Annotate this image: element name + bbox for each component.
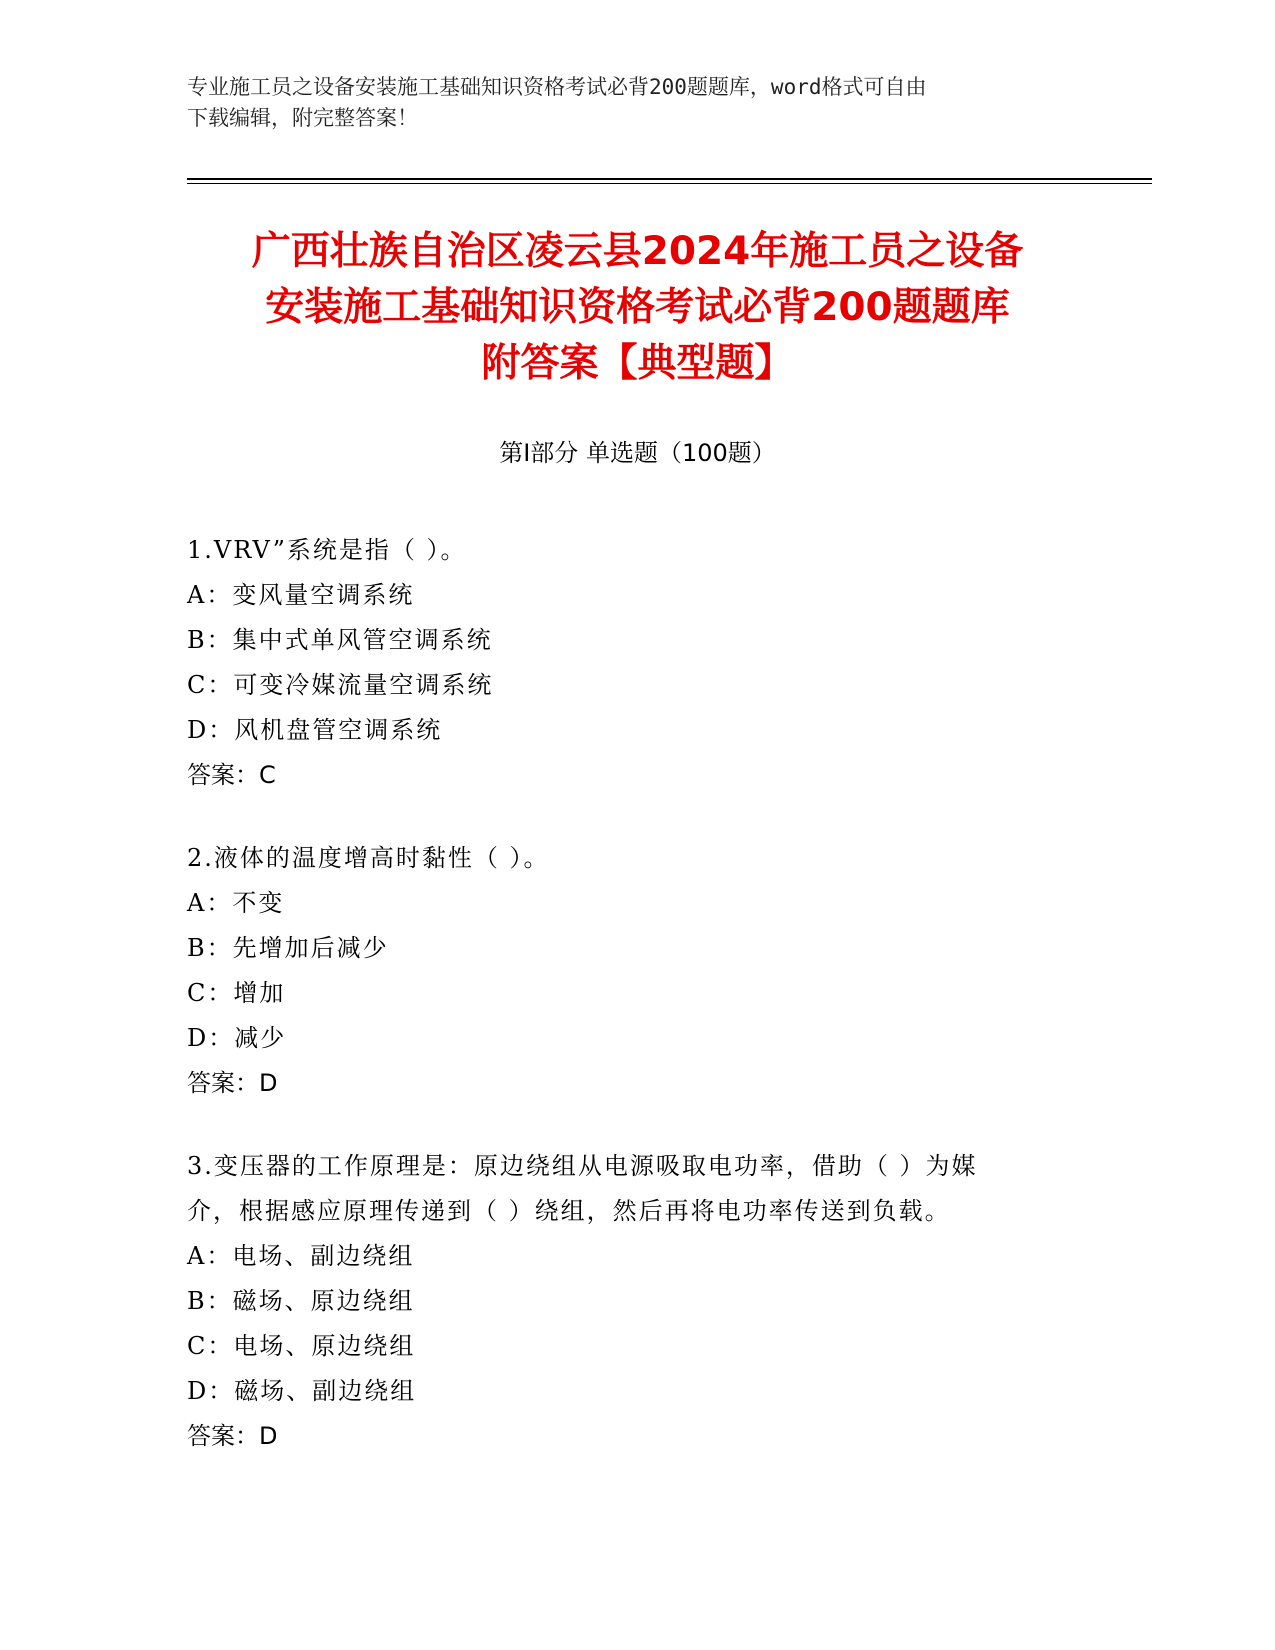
section-heading: 第Ⅰ部分 单选题（100题） bbox=[499, 439, 776, 467]
header-divider-thick bbox=[187, 178, 1152, 180]
header-divider-thin bbox=[187, 183, 1152, 184]
option-b: B：磁场、原边绕组 bbox=[187, 1287, 415, 1315]
title-line-2: 安装施工基础知识资格考试必背200题题库 bbox=[265, 285, 1010, 330]
option-c: C：可变冷媒流量空调系统 bbox=[187, 671, 494, 699]
question-1 bbox=[187, 528, 1067, 798]
question-3 bbox=[187, 1144, 1067, 1459]
question-stem: 1.VRV”系统是指（ ）。 bbox=[187, 536, 467, 564]
option-a: A：不变 bbox=[187, 889, 285, 917]
option-a: A：变风量空调系统 bbox=[187, 581, 415, 609]
title-line-3: 附答案【典型题】 bbox=[481, 341, 794, 386]
option-d: D：磁场、副边绕组 bbox=[187, 1377, 417, 1405]
option-c: C：增加 bbox=[187, 979, 286, 1007]
header-note-line-2: 下载编辑，附完整答案！ bbox=[187, 106, 418, 130]
option-b: B：集中式单风管空调系统 bbox=[187, 626, 493, 654]
option-a: A：电场、副边绕组 bbox=[187, 1242, 415, 1270]
question-stem-continued: 介，根据感应原理传递到（ ）绕组，然后再将电功率传送到负载。 bbox=[187, 1197, 951, 1225]
header-note bbox=[187, 72, 1087, 134]
option-c: C：电场、原边绕组 bbox=[187, 1332, 416, 1360]
option-d: D：减少 bbox=[187, 1024, 287, 1052]
header-note-line-1: 专业施工员之设备安装施工基础知识资格考试必背200题题库，word格式可自由 bbox=[187, 75, 927, 99]
question-2 bbox=[187, 836, 1067, 1106]
answer: 答案：D bbox=[187, 1069, 278, 1097]
title-line-1: 广西壮族自治区凌云县2024年施工员之设备 bbox=[251, 229, 1024, 274]
answer: 答案：C bbox=[187, 761, 276, 789]
option-b: B：先增加后减少 bbox=[187, 934, 389, 962]
answer: 答案：D bbox=[187, 1422, 278, 1450]
option-d: D：风机盘管空调系统 bbox=[187, 716, 443, 744]
question-list bbox=[187, 528, 1067, 1497]
question-stem: 2.液体的温度增高时黏性（ ）。 bbox=[187, 844, 550, 872]
document-title bbox=[140, 224, 1135, 392]
question-stem: 3.变压器的工作原理是：原边绕组从电源吸取电功率，借助（ ）为媒 bbox=[187, 1152, 978, 1180]
